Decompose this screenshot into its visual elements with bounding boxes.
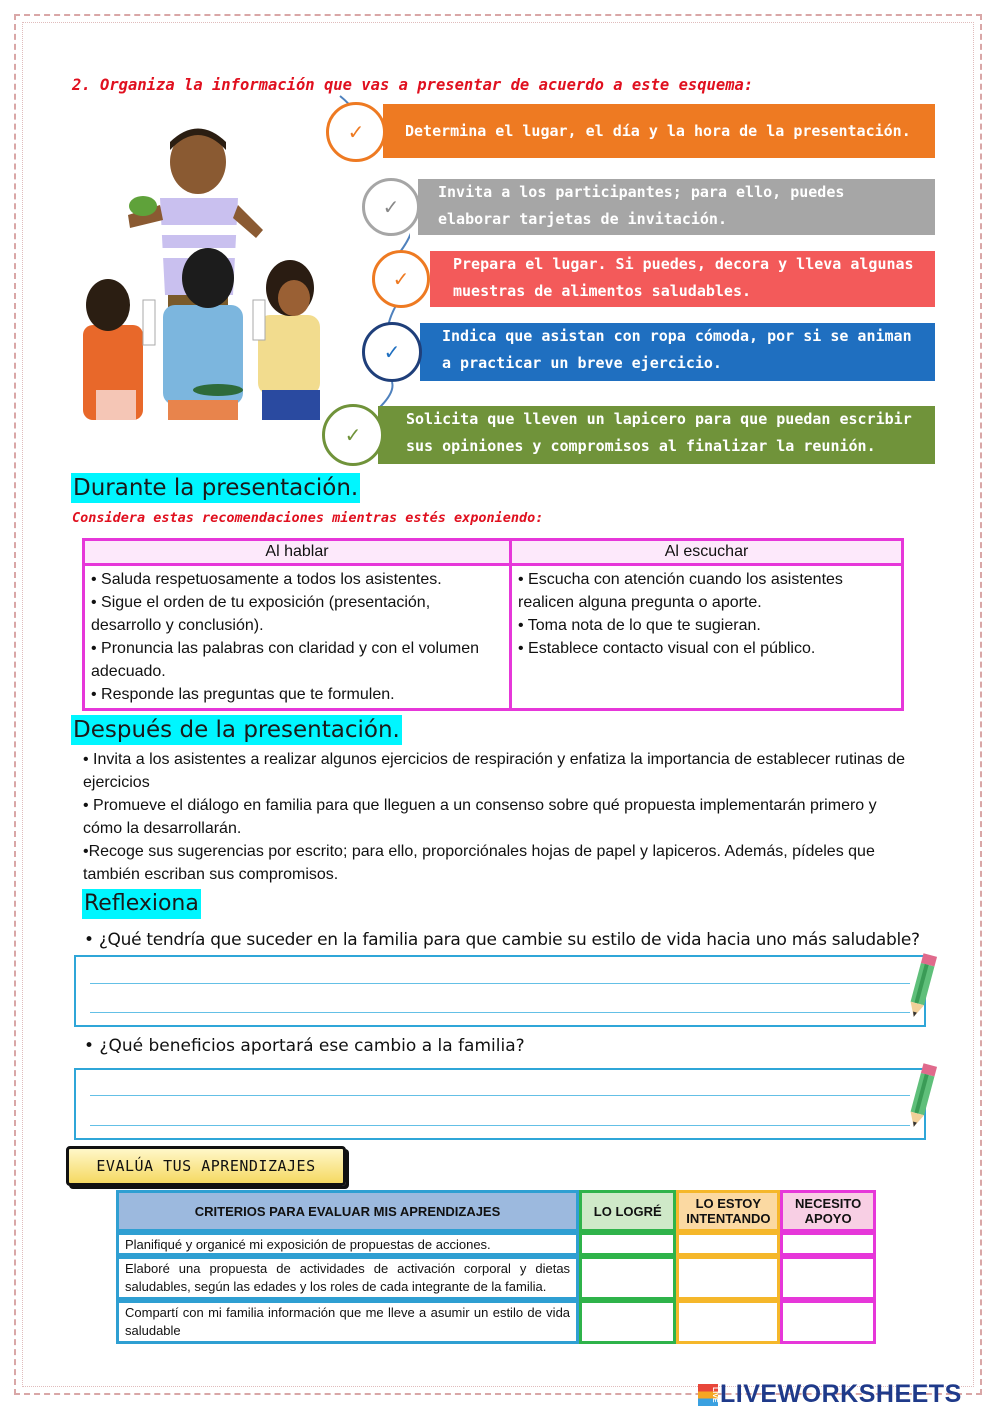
lo-estoy-intentando-cell[interactable] [676,1256,780,1300]
necesito-apoyo-cell[interactable] [780,1256,876,1300]
answer-2-box[interactable] [74,1068,926,1140]
necesito-apoyo-header: NECESITO APOYO [780,1190,876,1232]
list-item: • Promueve el diálogo en familia para que lleguen a un consenso sobre qué propuesta implementarán primero y cómo la desarrollarán. [83,797,877,837]
answer-line [90,1012,910,1013]
list-item: • Sigue el orden de tu exposición (presentación, desarrollo y conclusión). [91,594,431,634]
child-left-figure [83,279,155,420]
evalua-label [66,1146,346,1186]
reflexiona-heading: Reflexiona [82,889,201,919]
answer-line [90,983,910,984]
answer-1-box[interactable] [74,955,926,1027]
list-item: • Pronuncia las palabras con claridad y con el volumen adecuado. [91,640,480,680]
check-icon: ✓ [322,404,384,466]
criteria-header: CRITERIOS PARA EVALUAR MIS APRENDIZAJES [116,1190,579,1232]
step-3-text: Prepara el lugar. Si puedes, decora y lleva algunas muestras de alimentos saludables. [453,255,914,300]
step-1-bar [383,104,935,158]
logo-mark: LIVE [698,1384,718,1406]
step-2-bar [418,179,935,235]
answer-line [90,1095,910,1096]
section-title: 2. Organiza la información que vas a presentar de acuerdo a este esquema: [72,76,754,94]
check-icon: ✓ [372,250,430,308]
pencil-icon [905,1060,939,1132]
durante-heading: Durante la presentación. [73,475,359,501]
step-5-text: Solicita que lleven un lapicero para que puedan escribir sus opiniones y compromisos al finalizar la reunión. [406,410,912,455]
durante-subtitle: Considera estas recomendaciones mientras estés exponiendo: [72,510,544,526]
necesito-apoyo-cell[interactable] [780,1300,876,1344]
lo-estoy-intentando-header: LO ESTOY INTENTANDO [676,1190,780,1232]
step-2-text: Invita a los participantes; para ello, puedes elaborar tarjetas de invitación. [438,183,845,228]
answer-line [90,1125,910,1126]
list-item: • Escucha con atención cuando los asistentes realicen alguna pregunta o aporte. [518,571,843,611]
step-4-bar [420,323,935,381]
list-item: • Toma nota de lo que te sugieran. [518,617,761,634]
question-1: • ¿Qué tendría que suceder en la familia para que cambie su estilo de vida hacia uno más saludable? [84,930,920,950]
col-al-escuchar-header: Al escuchar [511,540,903,565]
criterion-cell: Elaboré una propuesta de actividades de activación corporal y dietas saludables, según las edades y los roles de cada integrante de la familia. [116,1256,579,1300]
lo-logre-cell[interactable] [579,1232,676,1256]
step-1-text: Determina el lugar, el día y la hora de la presentación. [405,122,911,140]
despues-list [83,748,913,886]
lo-logre-header: LO LOGRÉ [579,1190,676,1232]
list-item: • Saluda respetuosamente a todos los asistentes. [91,571,442,588]
lo-logre-cell[interactable] [579,1256,676,1300]
col-al-hablar-header: Al hablar [84,540,511,565]
check-icon: ✓ [362,322,422,382]
step-5-bar [378,406,935,464]
al-escuchar-cell [511,565,903,710]
question-2: • ¿Qué beneficios aportará ese cambio a la familia? [84,1036,525,1056]
lo-estoy-intentando-cell[interactable] [676,1300,780,1344]
list-item: • Establece contacto visual con el público. [518,640,816,657]
pencil-icon [905,950,939,1022]
list-item: •Recoge sus sugerencias por escrito; para ello, proporciónales hojas de papel y lapiceros. Además, pídeles que también escriban sus compromisos. [83,843,875,883]
necesito-apoyo-cell[interactable] [780,1232,876,1256]
despues-heading: Después de la presentación. [73,717,400,743]
step-4-text: Indica que asistan con ropa cómoda, por si se animan a practicar un breve ejercicio. [442,327,912,372]
evalua-label-text: EVALÚA TUS APRENDIZAJES [96,1157,316,1175]
criterion-cell: Planifiqué y organicé mi exposición de propuestas de acciones. [116,1232,579,1256]
criterion-cell: Compartí con mi familia información que me lleve a asumir un estilo de vida saludable [116,1300,579,1344]
liveworksheets-logo[interactable] [698,1380,962,1409]
check-icon: ✓ [362,178,420,236]
lo-estoy-intentando-cell[interactable] [676,1232,780,1256]
list-item: • Responde las preguntas que te formulen. [91,686,395,703]
lo-logre-cell[interactable] [579,1300,676,1344]
check-icon: ✓ [326,102,386,162]
recommendations-table [82,538,904,711]
logo-text: LIVEWORKSHEETS [720,1380,962,1408]
evaluation-table [116,1190,876,1344]
step-3-bar [430,251,935,307]
al-hablar-cell [84,565,511,710]
list-item: • Invita a los asistentes a realizar algunos ejercicios de respiración y enfatiza la importancia de establecer rutinas de ejercicios [83,751,906,791]
